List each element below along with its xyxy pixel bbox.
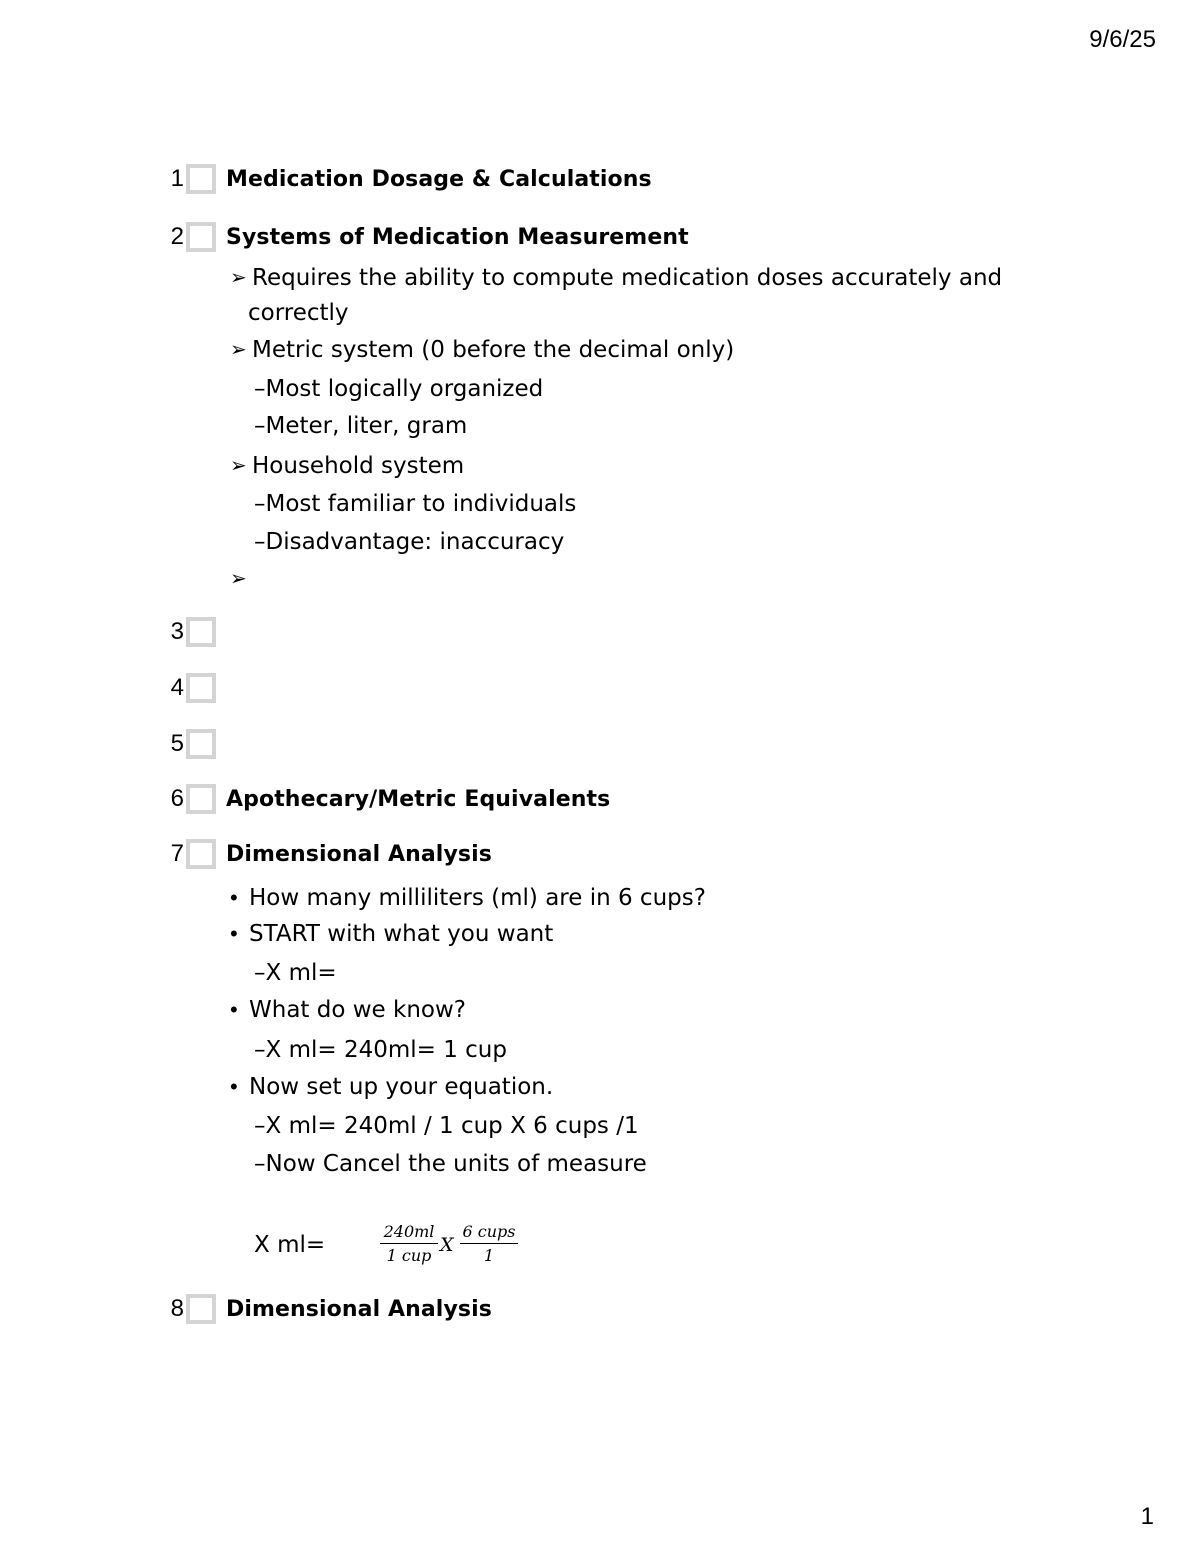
slide-title: Systems of Medication Measurement — [226, 224, 689, 250]
slide-number: 8 — [170, 1295, 184, 1322]
page-number: 1 — [1140, 1503, 1154, 1530]
sub-bullet-text: –X ml= 240ml= 1 cup — [254, 1037, 507, 1063]
slide-title: Apothecary/Metric Equivalents — [226, 786, 611, 812]
slide-title: Dimensional Analysis — [226, 841, 492, 867]
slide-number: 5 — [170, 730, 184, 757]
sub-bullet-text: –Most familiar to individuals — [254, 491, 577, 517]
sub-bullet-text: –Now Cancel the units of measure — [254, 1151, 647, 1177]
arrow-bullet-icon: ➢ — [230, 455, 247, 477]
slide-checkbox[interactable] — [186, 839, 216, 869]
equation-label: X ml= — [254, 1232, 326, 1258]
bullet-dot-icon: • — [230, 921, 238, 946]
fraction-bar — [380, 1243, 438, 1244]
bullet-text: Requires the ability to compute medication doses accurately and — [252, 265, 1003, 291]
fraction-denominator: 1 — [483, 1246, 495, 1265]
slide-row-1 — [168, 159, 652, 199]
bullet-text-continued: correctly — [248, 300, 349, 326]
fraction-240ml-per-cup — [380, 1222, 438, 1265]
slide-number: 1 — [170, 165, 184, 192]
sub-bullet-text: –X ml= — [254, 960, 337, 986]
slide-row-8 — [168, 1289, 492, 1329]
fraction-denominator: 1 cup — [386, 1246, 432, 1265]
slide-checkbox[interactable] — [186, 784, 216, 814]
sub-bullet-text: –Disadvantage: inaccuracy — [254, 529, 565, 555]
print-date: 9/6/25 — [1089, 26, 1156, 53]
fraction-bar — [460, 1243, 518, 1244]
arrow-bullet-icon: ➢ — [230, 568, 247, 590]
bullet-dot-icon: • — [230, 1074, 238, 1099]
bullet-text: Metric system (0 before the decimal only) — [252, 337, 735, 363]
slide-number: 6 — [170, 785, 184, 812]
slide-number: 2 — [170, 223, 184, 250]
bullet-dot-icon: • — [230, 885, 238, 910]
arrow-bullet-icon: ➢ — [230, 267, 247, 289]
slide-number: 3 — [170, 618, 184, 645]
sub-bullet-text: –X ml= 240ml / 1 cup X 6 cups /1 — [254, 1113, 639, 1139]
slide-checkbox[interactable] — [186, 729, 216, 759]
slide-row-4 — [168, 668, 226, 708]
fraction-numerator: 240ml — [383, 1222, 435, 1241]
bullet-text: Household system — [252, 453, 465, 479]
slide-row-2 — [168, 217, 689, 257]
bullet-text: What do we know? — [249, 997, 466, 1023]
slide-title: Dimensional Analysis — [226, 1296, 492, 1322]
arrow-bullet-icon: ➢ — [230, 339, 247, 361]
slide-row-7 — [168, 834, 492, 874]
bullet-text: How many milliliters (ml) are in 6 cups? — [249, 885, 706, 911]
slide-checkbox[interactable] — [186, 617, 216, 647]
multiply-sign: X — [440, 1234, 454, 1256]
bullet-text: Now set up your equation. — [249, 1074, 554, 1100]
sub-bullet-text: –Meter, liter, gram — [254, 413, 468, 439]
slide-checkbox[interactable] — [186, 164, 216, 194]
slide-number: 4 — [170, 674, 184, 701]
slide-checkbox[interactable] — [186, 222, 216, 252]
slide-number: 7 — [170, 840, 184, 867]
slide-title: Medication Dosage & Calculations — [226, 166, 652, 192]
fraction-numerator: 6 cups — [462, 1222, 516, 1241]
slide-row-6 — [168, 779, 610, 819]
slide-row-5 — [168, 724, 226, 764]
bullet-text: START with what you want — [249, 921, 554, 947]
slide-checkbox[interactable] — [186, 673, 216, 703]
bullet-dot-icon: • — [230, 997, 238, 1022]
sub-bullet-text: –Most logically organized — [254, 376, 544, 402]
slide-row-3 — [168, 612, 226, 652]
fraction-6cups-per-1 — [460, 1222, 518, 1265]
slide-checkbox[interactable] — [186, 1294, 216, 1324]
